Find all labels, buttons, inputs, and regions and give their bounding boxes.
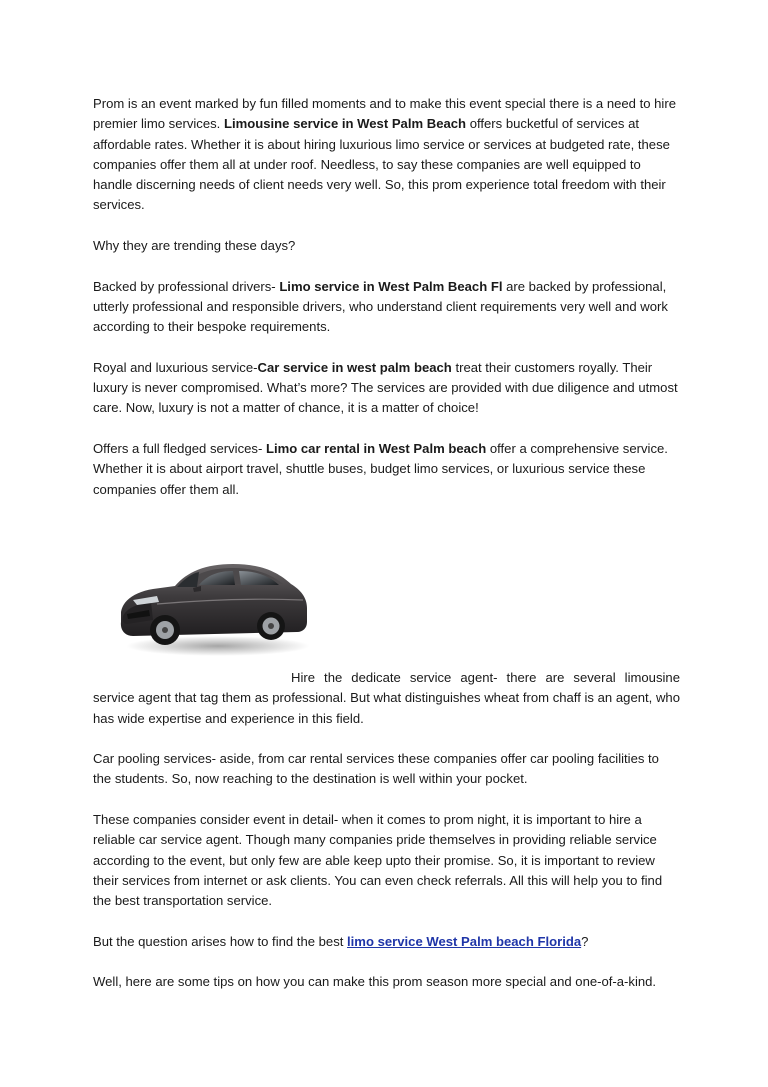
- consider-paragraph: These companies consider event in detail- when it comes to prom night, it is important to hire a reliable car service agent. Though many companies pride themselves in providing reliable service according to the event, but only few are able keep upto their promise. So, it is important to review their services from internet or ask clients. You can even check referrals. All this will help you to find the best transportation service.: [93, 812, 663, 909]
- offers-keyword: Limo car rental in West Palm beach: [265, 441, 487, 457]
- limo-service-link[interactable]: limo service West Palm beach Florida: [347, 933, 582, 949]
- royal-paragraph: Royal and luxurious service-Car service in west palm beach treat their customers royally. Their luxury is never compromised. What’s more? The services are provided with due diligence and utmost care. Now, luxury is not a matter of chance, it is a matter of choice!: [93, 359, 678, 416]
- car-image-block: [93, 542, 680, 668]
- intro-paragraph: Prom is an event marked by fun filled moments and to make this event special there is a need to hire premier limo services. Limousine service in West Palm Beach offers bucketful of services at affordable rates. Whether it is about hiring luxurious limo service or services at budgeted rate, these companies offer them all at under roof. Needless, to say these companies are well equipped to handle discerning needs of client needs very well. So, this prom experience total freedom with their services.: [93, 96, 676, 213]
- offers-paragraph: Offers a full fledged services- Limo car rental in West Palm beach offer a comprehensive service. Whether it is about airport travel, shuttle buses, budget limo services, or luxurious service these companies offer them all.: [93, 441, 668, 497]
- question-paragraph: But the question arises how to find the best limo service West Palm beach Florida?: [93, 933, 589, 949]
- intro-keyword: Limousine service in West Palm Beach: [223, 116, 467, 132]
- tips-paragraph: Well, here are some tips on how you can make this prom season more special and one-of-a-kind.: [93, 974, 657, 990]
- pooling-paragraph: Car pooling services- aside, from car rental services these companies offer car pooling facilities to the students. So, now reaching to the destination is well within your pocket.: [93, 751, 659, 787]
- backed-paragraph: Backed by professional drivers- Limo service in West Palm Beach Fl are backed by professional, utterly professional and responsible drivers, who understand client requirements very well and work according to their bespoke requirements.: [93, 278, 668, 335]
- backed-keyword: Limo service in West Palm Beach Fl: [279, 278, 503, 294]
- hire-paragraph: Hire the dedicate service agent- there are several limousine service agent that tag them as professional. But what distinguishes wheat from chaff is an agent, who has wide expertise and experience in this field.: [93, 669, 680, 726]
- royal-keyword: Car service in west palm beach: [257, 359, 452, 375]
- why-heading: Why they are trending these days?: [93, 238, 296, 254]
- car-image: [113, 542, 313, 662]
